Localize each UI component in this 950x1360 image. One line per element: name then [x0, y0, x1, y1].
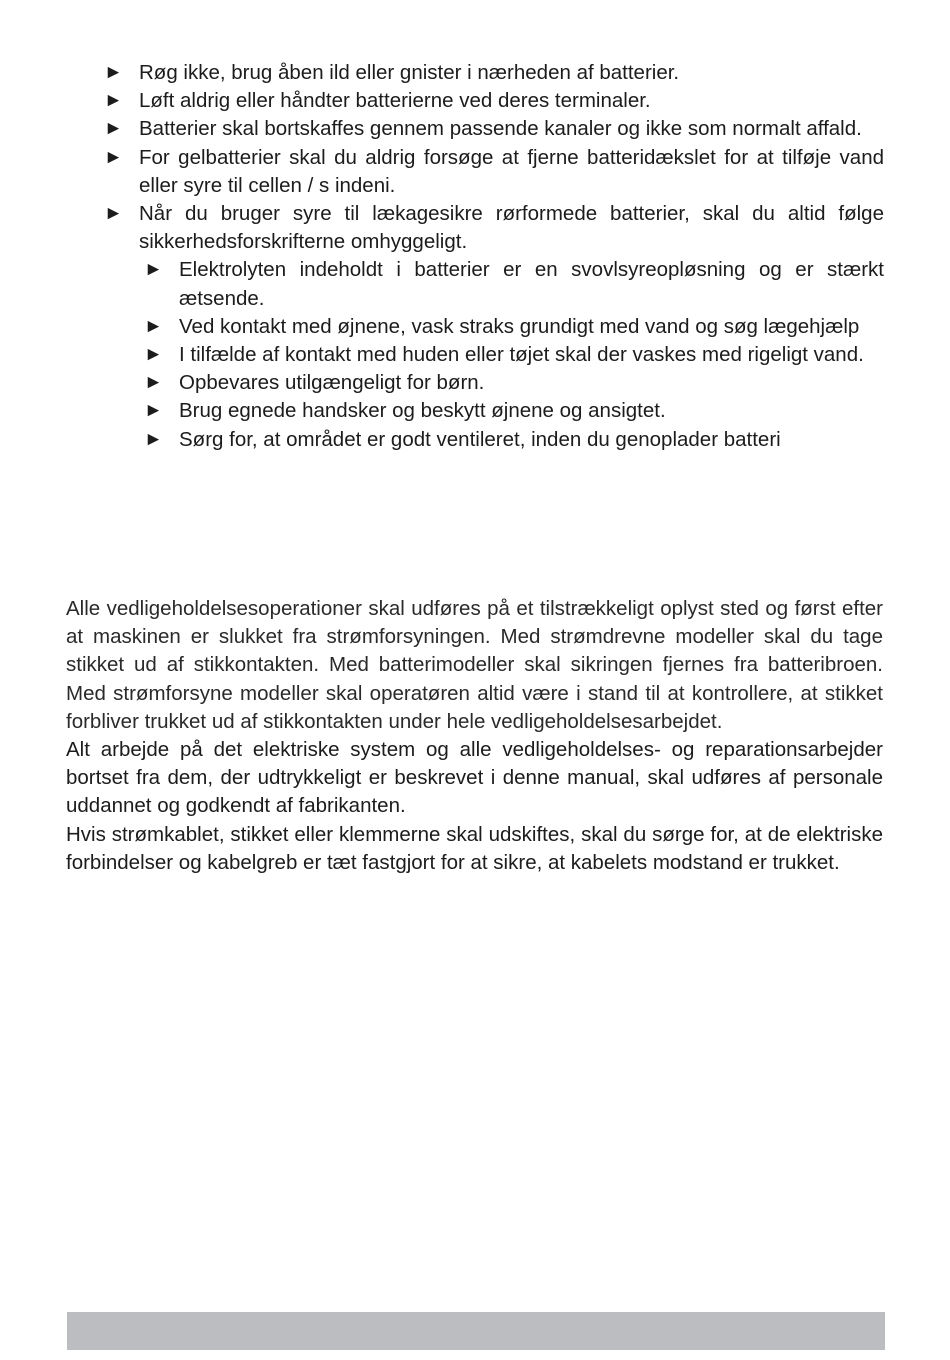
- sub-bullet-text: Elektrolyten indeholdt i batterier er en svovlsyreopløsning og er stærkt ætsende.: [179, 258, 884, 310]
- sub-bullet-item: [144, 397, 884, 425]
- sub-bullet-text: Opbevares utilgængeligt for børn.: [179, 371, 485, 395]
- bullet-text: Når du bruger syre til lækagesikre rørformede batterier, skal du altid følge sikkerhedsforskrifterne omhyggeligt.: [139, 202, 884, 254]
- paragraph: Alt arbejde på det elektriske system og alle vedligeholdelses- og reparationsarbejder bortset fra dem, der udtrykkeligt er beskrevet i denne manual, skal udføres af personale uddannet og godkendt af fabrikanten.: [66, 738, 883, 818]
- bullet-item: [104, 59, 884, 87]
- arrow-bullet-icon: ►: [144, 315, 163, 337]
- bullet-item: [104, 144, 884, 200]
- maintenance-body-text: [66, 595, 883, 877]
- arrow-bullet-icon: ►: [104, 118, 123, 140]
- sub-bullet-item: [144, 369, 884, 397]
- arrow-bullet-icon: ►: [104, 62, 123, 83]
- bullet-text: For gelbatterier skal du aldrig forsøge at fjerne batteridækslet for at tilføje vand eller syre til cellen / s indeni.: [139, 145, 884, 197]
- bullet-item: [104, 87, 884, 115]
- sub-bullet-item: [144, 426, 884, 454]
- arrow-bullet-icon: ►: [144, 259, 163, 281]
- sub-bullet-text: Brug egnede handsker og beskytt øjnene og ansigtet.: [179, 399, 666, 423]
- sub-bullet-text: Sørg for, at området er godt ventileret, inden du genoplader batteri: [179, 427, 781, 451]
- bullet-text: Løft aldrig eller håndter batterierne ved deres terminaler.: [139, 89, 651, 113]
- arrow-bullet-icon: ►: [144, 428, 163, 450]
- sub-bullet-item: [144, 256, 884, 312]
- paragraph: Hvis strømkablet, stikket eller klemmerne skal udskiftes, skal du sørge for, at de elektriske forbindelser og kabelgreb er tæt fastgjort for at sikre, at kabelets modstand er trukket.: [66, 822, 883, 874]
- paragraph: Alle vedligeholdelsesoperationer skal udføres på et tilstrækkeligt oplyst sted og først efter at maskinen er slukket fra strømforsyningen. Med strømdrevne modeller skal du tage stikket ud af stikkontakten. Med batterimodeller skal sikringen fjernes fra batteribroen. Med strømforsyne modeller skal operatøren altid være i stand til at kontrollere, at stikket forbliver trukket ud af stikkontakten under hele vedligeholdelsesarbejdet.: [66, 597, 883, 733]
- arrow-bullet-icon: ►: [144, 344, 163, 366]
- acid-safety-sub-list: [144, 256, 884, 453]
- sub-bullet-item: [144, 313, 884, 341]
- arrow-bullet-icon: ►: [104, 90, 123, 112]
- arrow-bullet-icon: ►: [144, 400, 163, 422]
- sub-bullet-text: Ved kontakt med øjnene, vask straks grundigt med vand og søg lægehjælp: [179, 314, 860, 338]
- sub-bullet-item: [144, 341, 884, 369]
- bullet-item: [104, 115, 884, 143]
- bullet-text: Røg ikke, brug åben ild eller gnister i nærheden af batterier.: [139, 61, 680, 84]
- safety-bullet-list: [104, 59, 884, 454]
- footer-bar: [67, 1312, 885, 1350]
- bullet-item: [104, 200, 884, 454]
- arrow-bullet-icon: ►: [144, 372, 163, 394]
- arrow-bullet-icon: ►: [104, 203, 123, 225]
- sub-bullet-text: I tilfælde af kontakt med huden eller tøjet skal der vaskes med rigeligt vand.: [179, 343, 864, 367]
- bullet-text: Batterier skal bortskaffes gennem passende kanaler og ikke som normalt affald.: [139, 117, 862, 141]
- arrow-bullet-icon: ►: [104, 146, 123, 168]
